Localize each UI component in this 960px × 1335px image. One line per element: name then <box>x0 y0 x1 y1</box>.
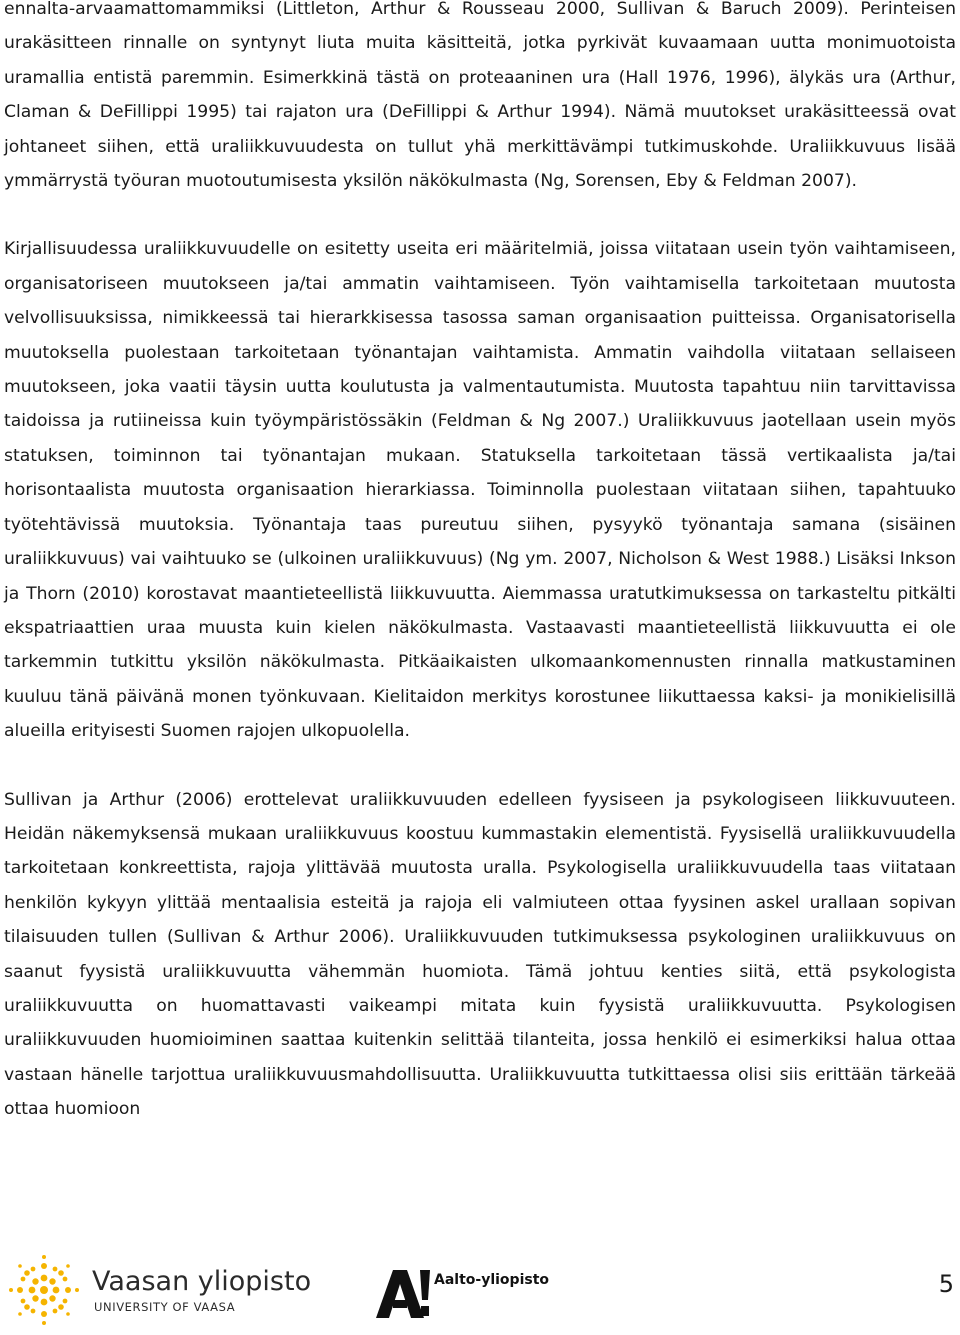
body-paragraph-2: Kirjallisuudessa uraliikkuvuudelle on esitetty useita eri määritelmiä, joissa viitataan usein työn vaihtamiseen, organisatoriseen muutokseen ja/tai ammatin vaihtamiseen. Työn vaihtamisella tarkoitetaan muutosta velvollisuuksissa, nimikkeessä tai hierarkkisessa tasossa saman organisaation puitteissa. Organisatorisella muutoksella puolestaan tarkoitetaan työnantajan vaihtamista. Ammatin vaihdolla viitataan sellaiseen muutokseen, joka vaatii täysin uutta koulutusta ja valmentautumista. Muutosta tapahtuu niin tarvittavissa taidoissa ja rutiineissa kuin työympäristössäkin (Feldman & Ng 2007.) Uraliikkuvuus jaotellaan usein myös statuksen, toiminnon tai työnantajan mukaan. Statuksella tarkoitetaan tässä vertikaalista ja/tai horisontaalista muutosta organisaation hierarkiassa. Toiminnolla puolestaan viitataan siihen, tapahtuuko työtehtävissä muutoksia. Työnantaja taas pureutuu siihen, pysyykö työnantaja samana (sisäinen uraliikkuvuus) vai vaihtuuko se (ulkoinen uraliikkuvuus) (Ng ym. 2007, Nicholson & West 1988.) Lisäksi Inkson ja Thorn (2010) korostavat maantieteellistä liikkuvuutta. Aiemmassa uratutkimuksessa on tarkasteltu pitkälti ekspatriaattien uraa muusta kuin kielen näkökulmasta. Vastaavasti maantieteellistä liikkuvuutta ei ole tarkemmin tutkittu yksilön näkökulmasta. Pitkäaikaisten ulkomaankomennusten rinnalla matkustaminen kuuluu tänä päivänä monen työnkuvaan. Kielitaidon merkitys korostunee liikuttaessa kaksi- ja monikielisillä alueilla erityisesti Suomen rajojen ulkopuolella. <box>4 239 956 742</box>
vaasa-sunburst-icon <box>8 1254 80 1326</box>
aalto-university-logo <box>376 1270 576 1320</box>
vaasa-university-logo <box>8 1254 312 1324</box>
vaasa-university-english-name: UNIVERSITY OF VAASA <box>94 1300 236 1314</box>
body-paragraph-1: ennalta-arvaamattomammiksi (Littleton, Arthur & Rousseau 2000, Sullivan & Baruch 2009). Perinteisen urakäsitteen rinnalle on syntynyt liuta muita käsitteitä, jotka pyrkivät kuvaamaan uutta monimuotoista uramallia entistä paremmin. Esimerkkinä tästä on proteaaninen ura (Hall 1976, 1996), älykäs ura (Arthur, Claman & DeFillippi 1995) tai rajaton ura (DeFillippi & Arthur 1994). Nämä muutokset urakäsitteessä ovat johtaneet siihen, että uraliikkuvuudesta on tullut yhä merkittävämpi tutkimuskohde. Uraliikkuvuus lisää ymmärrystä työuran muotoutumisesta yksilön näkökulmasta (Ng, Sorensen, Eby & Feldman 2007). <box>4 0 956 192</box>
body-paragraph-3: Sullivan ja Arthur (2006) erottelevat uraliikkuvuuden edelleen fyysiseen ja psykologiseen liikkuvuuteen. Heidän näkemyksensä mukaan uraliikkuvuus koostuu kummastakin elementistä. Fyysisellä uraliikkuvuudella tarkoitetaan konkreettista, rajoja ylittävää muutosta uralla. Psykologisella uraliikkuvuudella taas viitataan henkilön kykyyn ylittää mentaalisia esteitä ja rajoja eli valmiuteen ottaa fyysinen askel urallaan sopivan tilaisuuden tullen (Sullivan & Arthur 2006). Uraliikkuvuuden tutkimuksessa psykologinen uraliikkuvuus on saanut fyysistä uraliikkuvuutta vähemmän huomiota. Tämä johtuu kenties siitä, että psykologista uraliikkuvuutta on huomattavasti vaikeampi mitata kuin fyysistä uraliikkuvuutta. Psykologisen uraliikkuvuuden huomioiminen saattaa kuitenkin selittää tilanteita, jossa henkilö ei esimerkiksi halua ottaa vastaan hänelle tarjottua uraliikkuvuusmahdollisuutta. Uraliikkuvuutta tutkittaessa olisi siis erittään tärkeää ottaa huomioon <box>4 789 956 1120</box>
document-body <box>4 0 956 1127</box>
aalto-a-icon <box>376 1270 430 1318</box>
vaasa-university-name: Vaasan yliopisto <box>92 1266 312 1297</box>
page-footer <box>0 1240 960 1335</box>
aalto-university-name: Aalto-yliopisto <box>434 1272 550 1288</box>
page-number: 5 <box>938 1270 954 1298</box>
